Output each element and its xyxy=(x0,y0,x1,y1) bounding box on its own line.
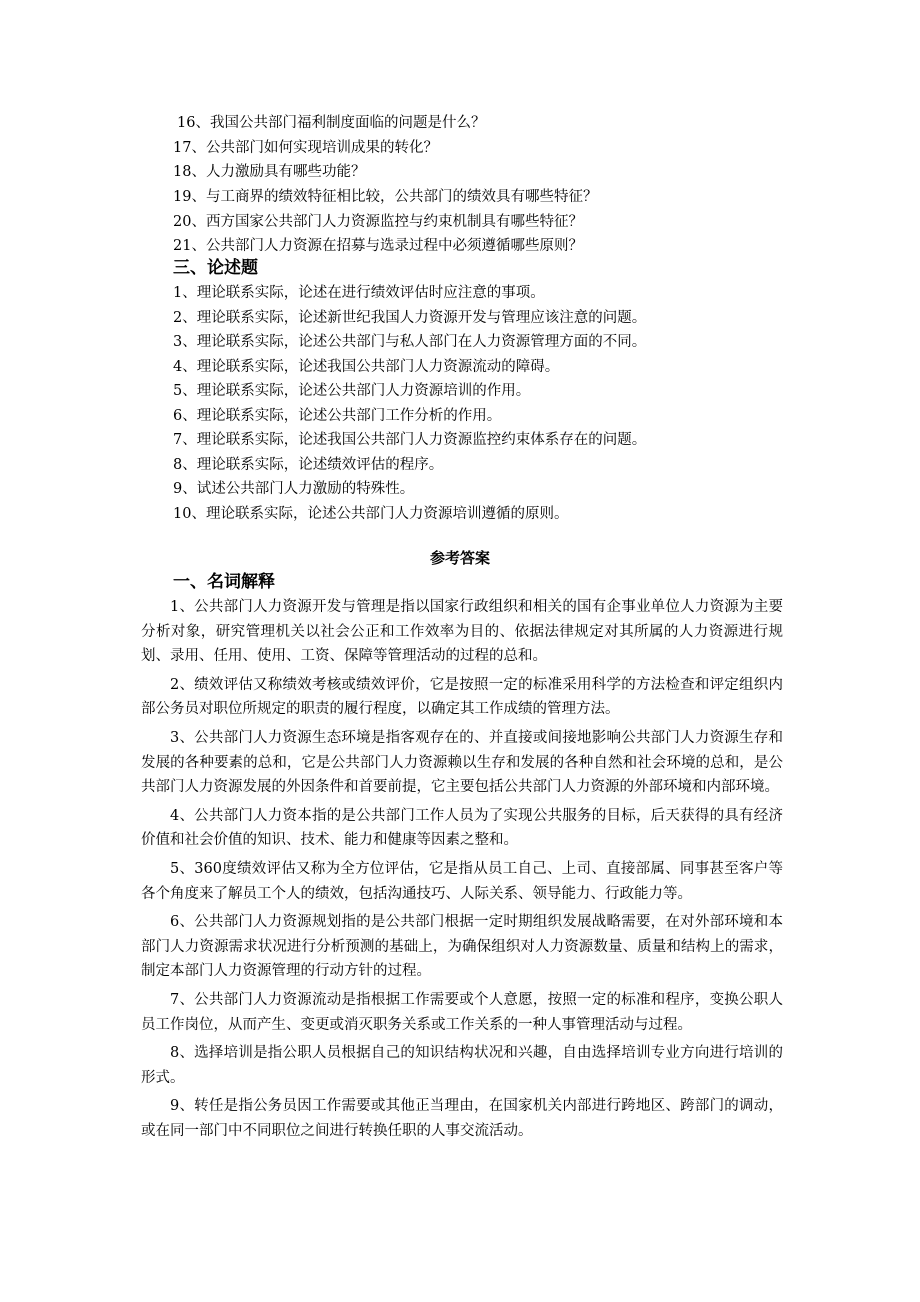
essay-item: 3、理论联系实际，论述公共部门与私人部门在人力资源管理方面的不同。 xyxy=(173,334,647,350)
essay-item: 5、理论联系实际，论述公共部门人力资源培训的作用。 xyxy=(173,383,531,399)
definition-paragraph: 4、公共部门人力资本指的是公共部门工作人员为了实现公共服务的目标，后天获得的具有经济价值和社会价值的知识、技术、能力和健康等因素之整和。 xyxy=(141,807,783,849)
essay-item: 10、理论联系实际，论述公共部门人力资源培训遵循的原则。 xyxy=(173,505,569,522)
question-item: 21、公共部门人力资源在招募与选录过程中必须遵循哪些原则？ xyxy=(173,238,583,255)
definition-paragraph: 7、公共部门人力资源流动是指根据工作需要或个人意愿，按照一定的标准和程序，变换公职人员工作岗位，从而产生、变更或消灭职务关系或工作关系的一种人事管理活动与过程。 xyxy=(141,991,783,1033)
essay-section-heading: 三、论述题 xyxy=(173,258,258,278)
essay-item: 9、试述公共部门人力激励的特殊性。 xyxy=(173,481,415,497)
essay-item: 2、理论联系实际，论述新世纪我国人力资源开发与管理应该注意的问题。 xyxy=(173,309,647,326)
essay-item: 8、理论联系实际，论述绩效评估的程序。 xyxy=(173,456,444,473)
answers-title: 参考答案 xyxy=(429,549,490,567)
essay-question-list xyxy=(173,281,793,526)
essay-item: 1、理论联系实际，论述在进行绩效评估时应注意的事项。 xyxy=(173,285,545,301)
question-item: 20、西方国家公共部门人力资源监控与约束机制具有哪些特征？ xyxy=(173,213,583,230)
essay-item: 6、理论联系实际，论述公共部门工作分析的作用。 xyxy=(173,407,502,424)
definition-paragraph: 1、公共部门人力资源开发与管理是指以国家行政组织和相关的国有企事业单位人力资源为主要分析对象，研究管理机关以社会公正和工作效率为目的、依据法律规定对其所属的人力资源进行规划、录用、任用、使用、工资、保障等管理活动的过程的总和。 xyxy=(141,599,783,665)
question-item: 18、人力激励具有哪些功能？ xyxy=(173,164,366,181)
definitions-section-heading: 一、名词解释 xyxy=(173,572,275,592)
question-item: 16、我国公共部门福利制度面临的问题是什么？ xyxy=(177,115,486,131)
definition-paragraph: 3、公共部门人力资源生态环境是指客观存在的、并直接或间接地影响公共部门人力资源生存和发展的各种要素的总和，它是公共部门人力资源赖以生存和发展的各种自然和社会环境的总和，是公共部门人力资源发展的外因条件和首要前提，它主要包括公共部门人力资源的外部环境和内部环境。 xyxy=(141,729,783,796)
definitions-list xyxy=(141,595,783,1143)
definition-paragraph: 8、选择培训是指公职人员根据自己的知识结构状况和兴趣，自由选择培训专业方向进行培训的形式。 xyxy=(141,1045,783,1086)
question-item: 17、公共部门如何实现培训成果的转化？ xyxy=(173,139,438,156)
definition-paragraph: 5、360度绩效评估又称为全方位评估，它是指从员工自己、上司、直接部属、同事甚至客户等各个角度来了解员工个人的绩效，包括沟通技巧、人际关系、领导能力、行政能力等。 xyxy=(141,860,783,902)
essay-item: 4、理论联系实际，论述我国公共部门人力资源流动的障碍。 xyxy=(173,358,560,375)
definition-paragraph: 9、转任是指公务员因工作需要或其他正当理由，在国家机关内部进行跨地区、跨部门的调动，或在同一部门中不同职位之间进行转换任职的人事交流活动。 xyxy=(141,1098,783,1139)
definition-paragraph: 6、公共部门人力资源规划指的是公共部门根据一定时期组织发展战略需要，在对外部环境和本部门人力资源需求状况进行分析预测的基础上，为确保组织对人力资源数量、质量和结构上的需求，制定本部门人力资源管理的行动方针的过程。 xyxy=(141,914,783,980)
question-item: 19、与工商界的绩效特征相比较，公共部门的绩效具有哪些特征？ xyxy=(173,189,598,206)
short-answer-question-list xyxy=(173,111,833,259)
definition-paragraph: 2、绩效评估又称绩效考核或绩效评价，它是按照一定的标准采用科学的方法检查和评定组织内部公务员对职位所规定的职责的履行程度，以确定其工作成绩的管理方法。 xyxy=(141,676,783,718)
essay-item: 7、理论联系实际，论述我国公共部门人力资源监控约束体系存在的问题。 xyxy=(173,432,647,448)
